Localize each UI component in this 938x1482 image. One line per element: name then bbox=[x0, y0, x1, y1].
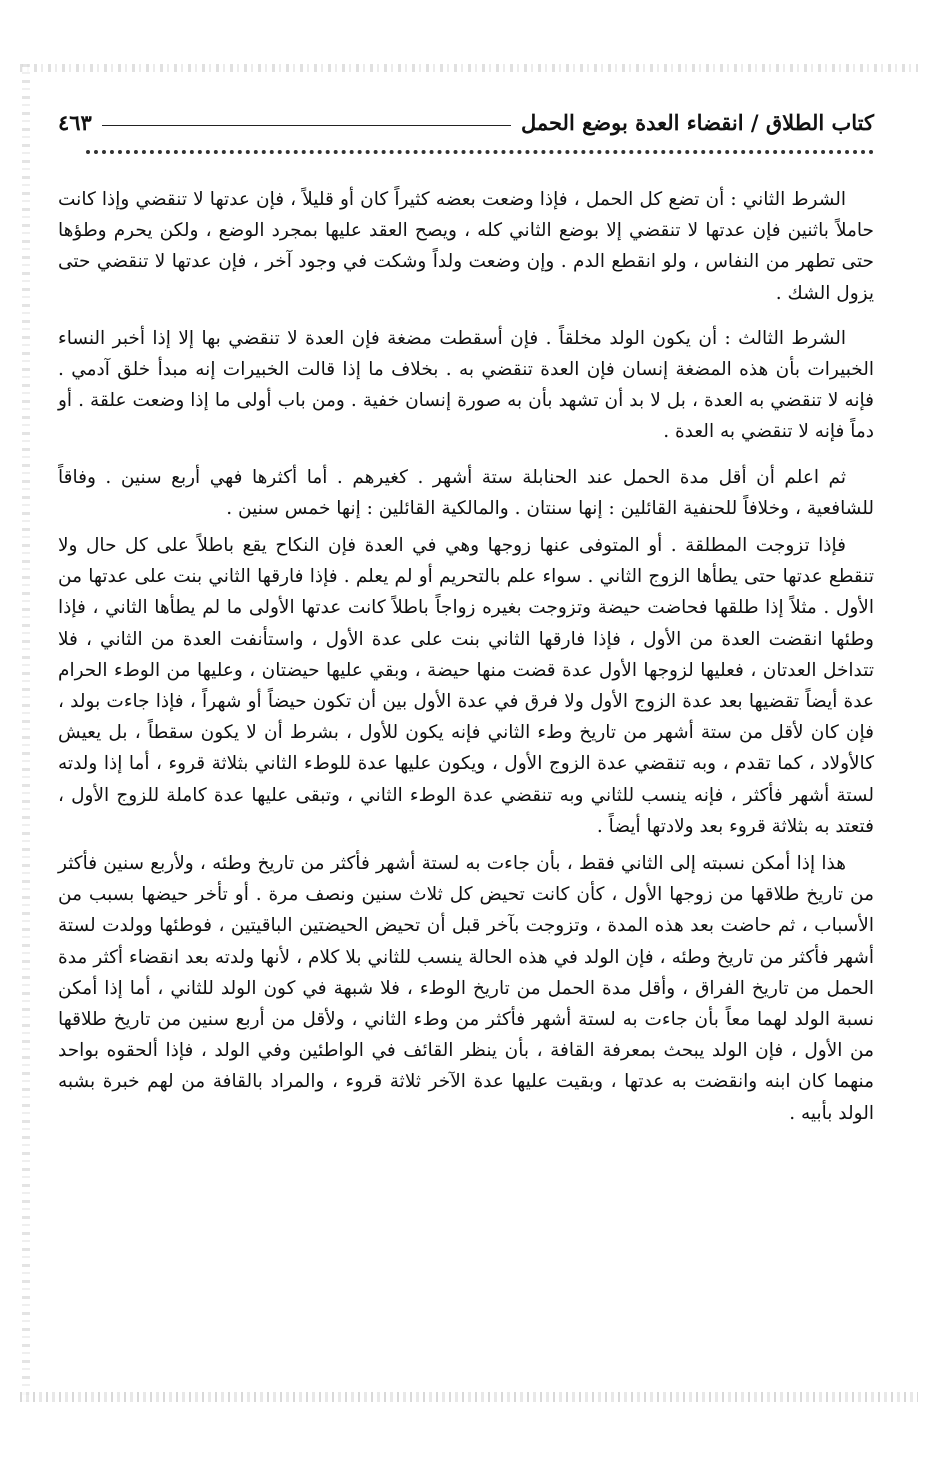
scan-edge-left bbox=[22, 64, 30, 1404]
paragraph-remarriage: فإذا تزوجت المطلقة . أو المتوفى عنها زوجها وهي في العدة فإن النكاح يقع باطلاً على كل حال ولا تنقطع عدتها حتى يطأها الزوج الثاني . سواء علم بالتحريم أو لم يعلم . فإذا فارقها الثاني بنت على عدتها من الأول . مثلاً إذا طلقها فحاضت حيضة وتزوجت بغيره زواجاً باطلاً كانت عدتها الأولى ما لم يطأها الثاني ، فإذا وطئها انقضت العدة من الأول ، فإذا فارقها الثاني بنت على عدة الأول ، واستأنفت العدة من الثاني ، فلا تتداخل العدتان ، فعليها لزوجها الأول عدة قضت منها حيضة ، وبقي عليها حيضتان ، وعليها من الوطء الحرام عدة أيضاً تقضيها بعد عدة الزوج الأول ولا فرق في عدة الأول بين أن تكون حيضاً أو شهراً ، فإذا جاءت بولد ، فإن كان لأقل من ستة أشهر من تاريخ وطء الثاني فإنه يكون للأول ، بشرط أن لا يكون سقطاً ، بل يعيش كالأولاد ، كما تقدم ، وبه تنقضي عدة الزوج الأول ، ويكون عليها عدة للوطء الثاني بثلاثة قروء ، أما إذا ولدته لستة أشهر فأكثر ، فإنه ينسب للثاني وبه تنقضي عدة الوطء الثاني ، وتبقى عليها عدة كاملة للزوج الأول ، فتعتد به بثلاثة قروء بعد ولادتها أيضاً . bbox=[58, 535, 874, 837]
scan-edge-top bbox=[20, 64, 918, 72]
running-header bbox=[58, 102, 874, 142]
paragraph-second-condition: الشرط الثاني : أن تضع كل الحمل ، فإذا وضعت بعضه كثيراً كان أو قليلاً ، فإن عدتها لا تنقضي وإذا كانت حاملاً باثنين فإن عدتها لا تنقضي إلا بوضع الثاني كله ، ويصح العقد عليها بمجرد الوضع ، ولكن يحرم وطؤها حتى تطهر من النفاس ، ولو انقطع الدم . وإن وضعت ولداً وشكت في وجود آخر ، فإن عدتها لا تنقضي حتى يزول الشك . bbox=[58, 189, 874, 304]
paragraph-pregnancy-duration: ثم اعلم أن أقل مدة الحمل عند الحنابلة ستة أشهر . كغيرهم . أما أكثرها فهي أربع سنين . وفاقاً للشافعية ، وخلافاً للحنفية القائلين : إنها سنتان . والمالكية القائلين : إنها خمس سنين . bbox=[58, 466, 874, 519]
paragraph-attribution: هذا إذا أمكن نسبته إلى الثاني فقط ، بأن جاءت به لستة أشهر فأكثر من تاريخ وطئه ، ولأربع سنين فأكثر من تاريخ طلاقها من زوجها الأول ، كأن كانت تحيض كل ثلاث سنين ونصف مرة . أو تأخر حيضها بسبب من الأسباب ، ثم حاضت بعد هذه المدة ، وتزوجت بآخر قبل أن تحيض الحيضتين الباقيتين ، فوطئها وولدت لستة أشهر فأكثر من تاريخ وطئه ، فإن الولد في هذه الحالة ينسب للثاني بلا كلام ، لأنها ولدته بعد انقضاء أكثر مدة الحمل من تاريخ الفراق ، وأقل مدة الحمل من تاريخ الوطء ، فلا شبهة في كون الولد للثاني ، أما إذا أمكن نسبة الولد لهما معاً بأن جاءت به لستة أشهر فأكثر من وطء الثاني ، ولأقل من أربع سنين من تاريخ طلاقها من الأول ، فإن الولد يبحث بمعرفة القافة ، بأن ينظر القائف في الواطئين وفي الولد ، فإذا ألحقوه بواحد منهما كان ابنه وانقضت به عدتها ، وبقيت عليها عدة الآخر ثلاثة قروء ، والمراد بالقافة من لهم خبرة بشبه الولد بأبيه . bbox=[58, 853, 874, 1124]
page-number: ٤٦٣ bbox=[58, 109, 92, 135]
paragraph-third-condition: الشرط الثالث : أن يكون الولد مخلقاً . فإن أسقطت مضغة فإن العدة لا تنقضي بها إلا إذا أخبر النساء الخبيرات بأن هذه المضغة إنسان فإن العدة تنقضي به . بخلاف ما إذا قالت الخبيرات إنه مبدأ خلق آدمي . فإنه لا تنقضي به العدة ، بل لا بد أن تشهد بأن به صورة إنسان خفية . ومن باب أولى ما إذا وضعت علقة . أو دماً فإنه لا تنقضي به العدة . bbox=[58, 327, 874, 443]
dotted-divider bbox=[86, 150, 874, 154]
body-text bbox=[58, 184, 874, 1143]
scan-edge-bottom bbox=[20, 1392, 918, 1402]
chapter-title: كتاب الطلاق / انقضاء العدة بوضع الحمل bbox=[520, 109, 874, 135]
header-rule bbox=[102, 125, 511, 126]
